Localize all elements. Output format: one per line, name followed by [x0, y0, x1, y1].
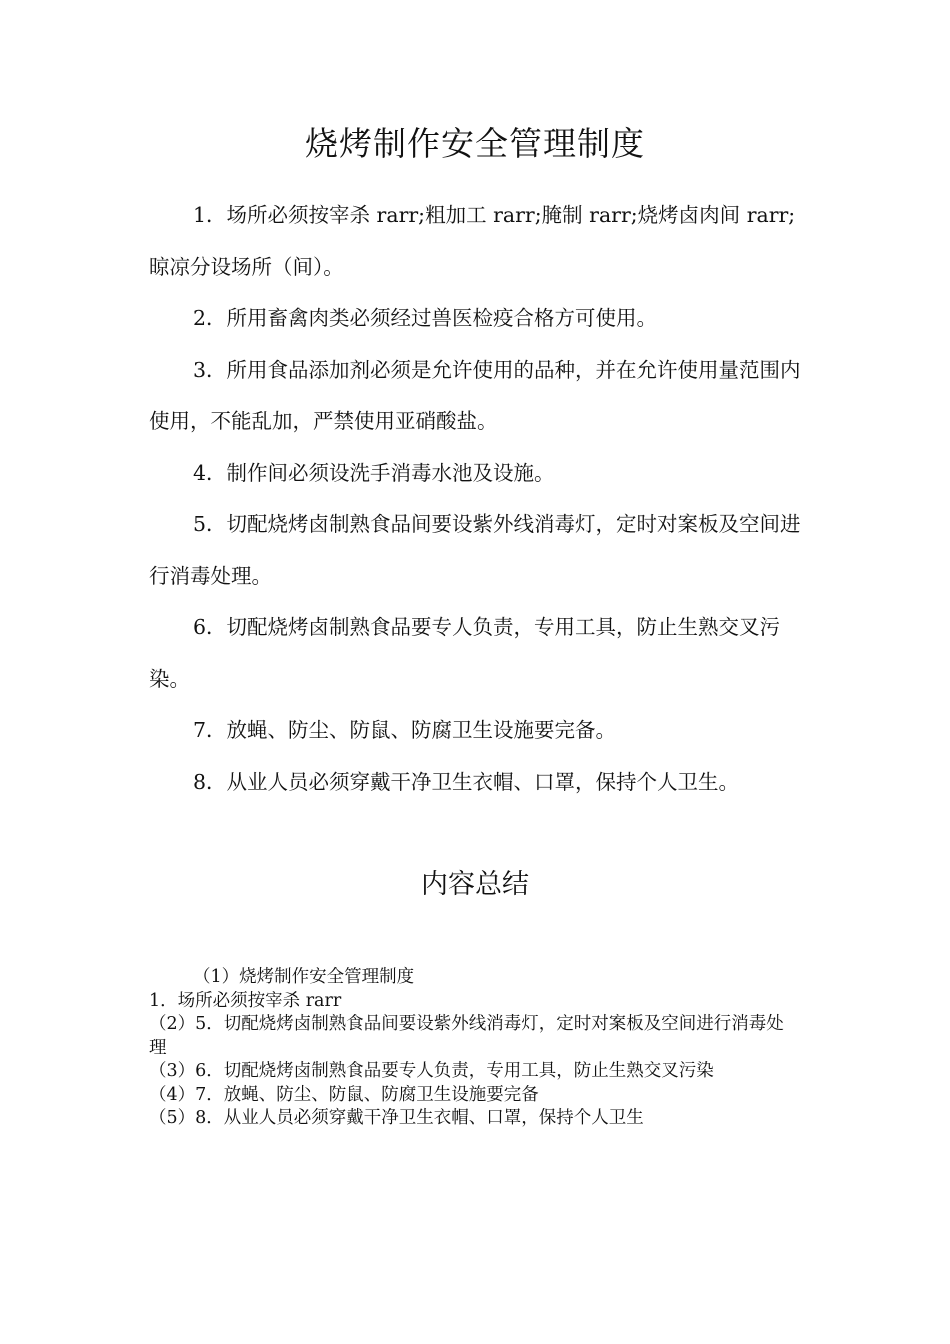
regulation-item-8: 8．从业人员必须穿戴干净卫生衣帽、口罩，保持个人卫生。 — [193, 769, 740, 794]
summary-list — [149, 966, 801, 1131]
summary-line-5: （4）7．放蝇、防尘、防鼠、防腐卫生设施要完备 — [149, 1084, 539, 1105]
regulation-item-2: 2．所用畜禽肉类必须经过兽医检疫合格方可使用。 — [193, 306, 658, 330]
regulation-item-5: 5．切配烧烤卤制熟食品间要设紫外线消毒灯，定时对案板及空间进行消毒处理。 — [149, 512, 801, 588]
summary-line-6: （5）8．从业人员必须穿戴干净卫生衣帽、口罩，保持个人卫生 — [149, 1108, 644, 1128]
regulation-item-3: 3．所用食品添加剂必须是允许使用的品种，并在允许使用量范围内使用，不能乱加，严禁使用亚硝酸盐。 — [149, 357, 801, 433]
summary-line-3: （2）5．切配烧烤卤制熟食品间要设紫外线消毒灯，定时对案板及空间进行消毒处理 — [149, 1014, 784, 1058]
summary-line-4: （3）6．切配烧烤卤制熟食品要专人负责，专用工具，防止生熟交叉污染 — [149, 1061, 714, 1081]
regulation-item-1: 1．场所必须按宰杀 rarr;粗加工 rarr;腌制 rarr;烧烤卤肉间 rarr;晾凉分设场所（间）。 — [149, 203, 796, 279]
regulation-item-7: 7．放蝇、防尘、防鼠、防腐卫生设施要完备。 — [193, 718, 617, 742]
summary-title: 内容总结 — [421, 869, 529, 900]
document-title: 烧烤制作安全管理制度 — [305, 124, 645, 163]
regulation-item-6: 6．切配烧烤卤制熟食品要专人负责，专用工具，防止生熟交叉污染。 — [149, 615, 781, 691]
regulation-body — [149, 190, 801, 808]
regulation-item-4: 4．制作间必须设洗手消毒水池及设施。 — [193, 460, 555, 485]
summary-line-2: 1．场所必须按宰杀 rarr — [149, 990, 342, 1011]
summary-line-1: （1）烧烤制作安全管理制度 — [193, 967, 415, 987]
